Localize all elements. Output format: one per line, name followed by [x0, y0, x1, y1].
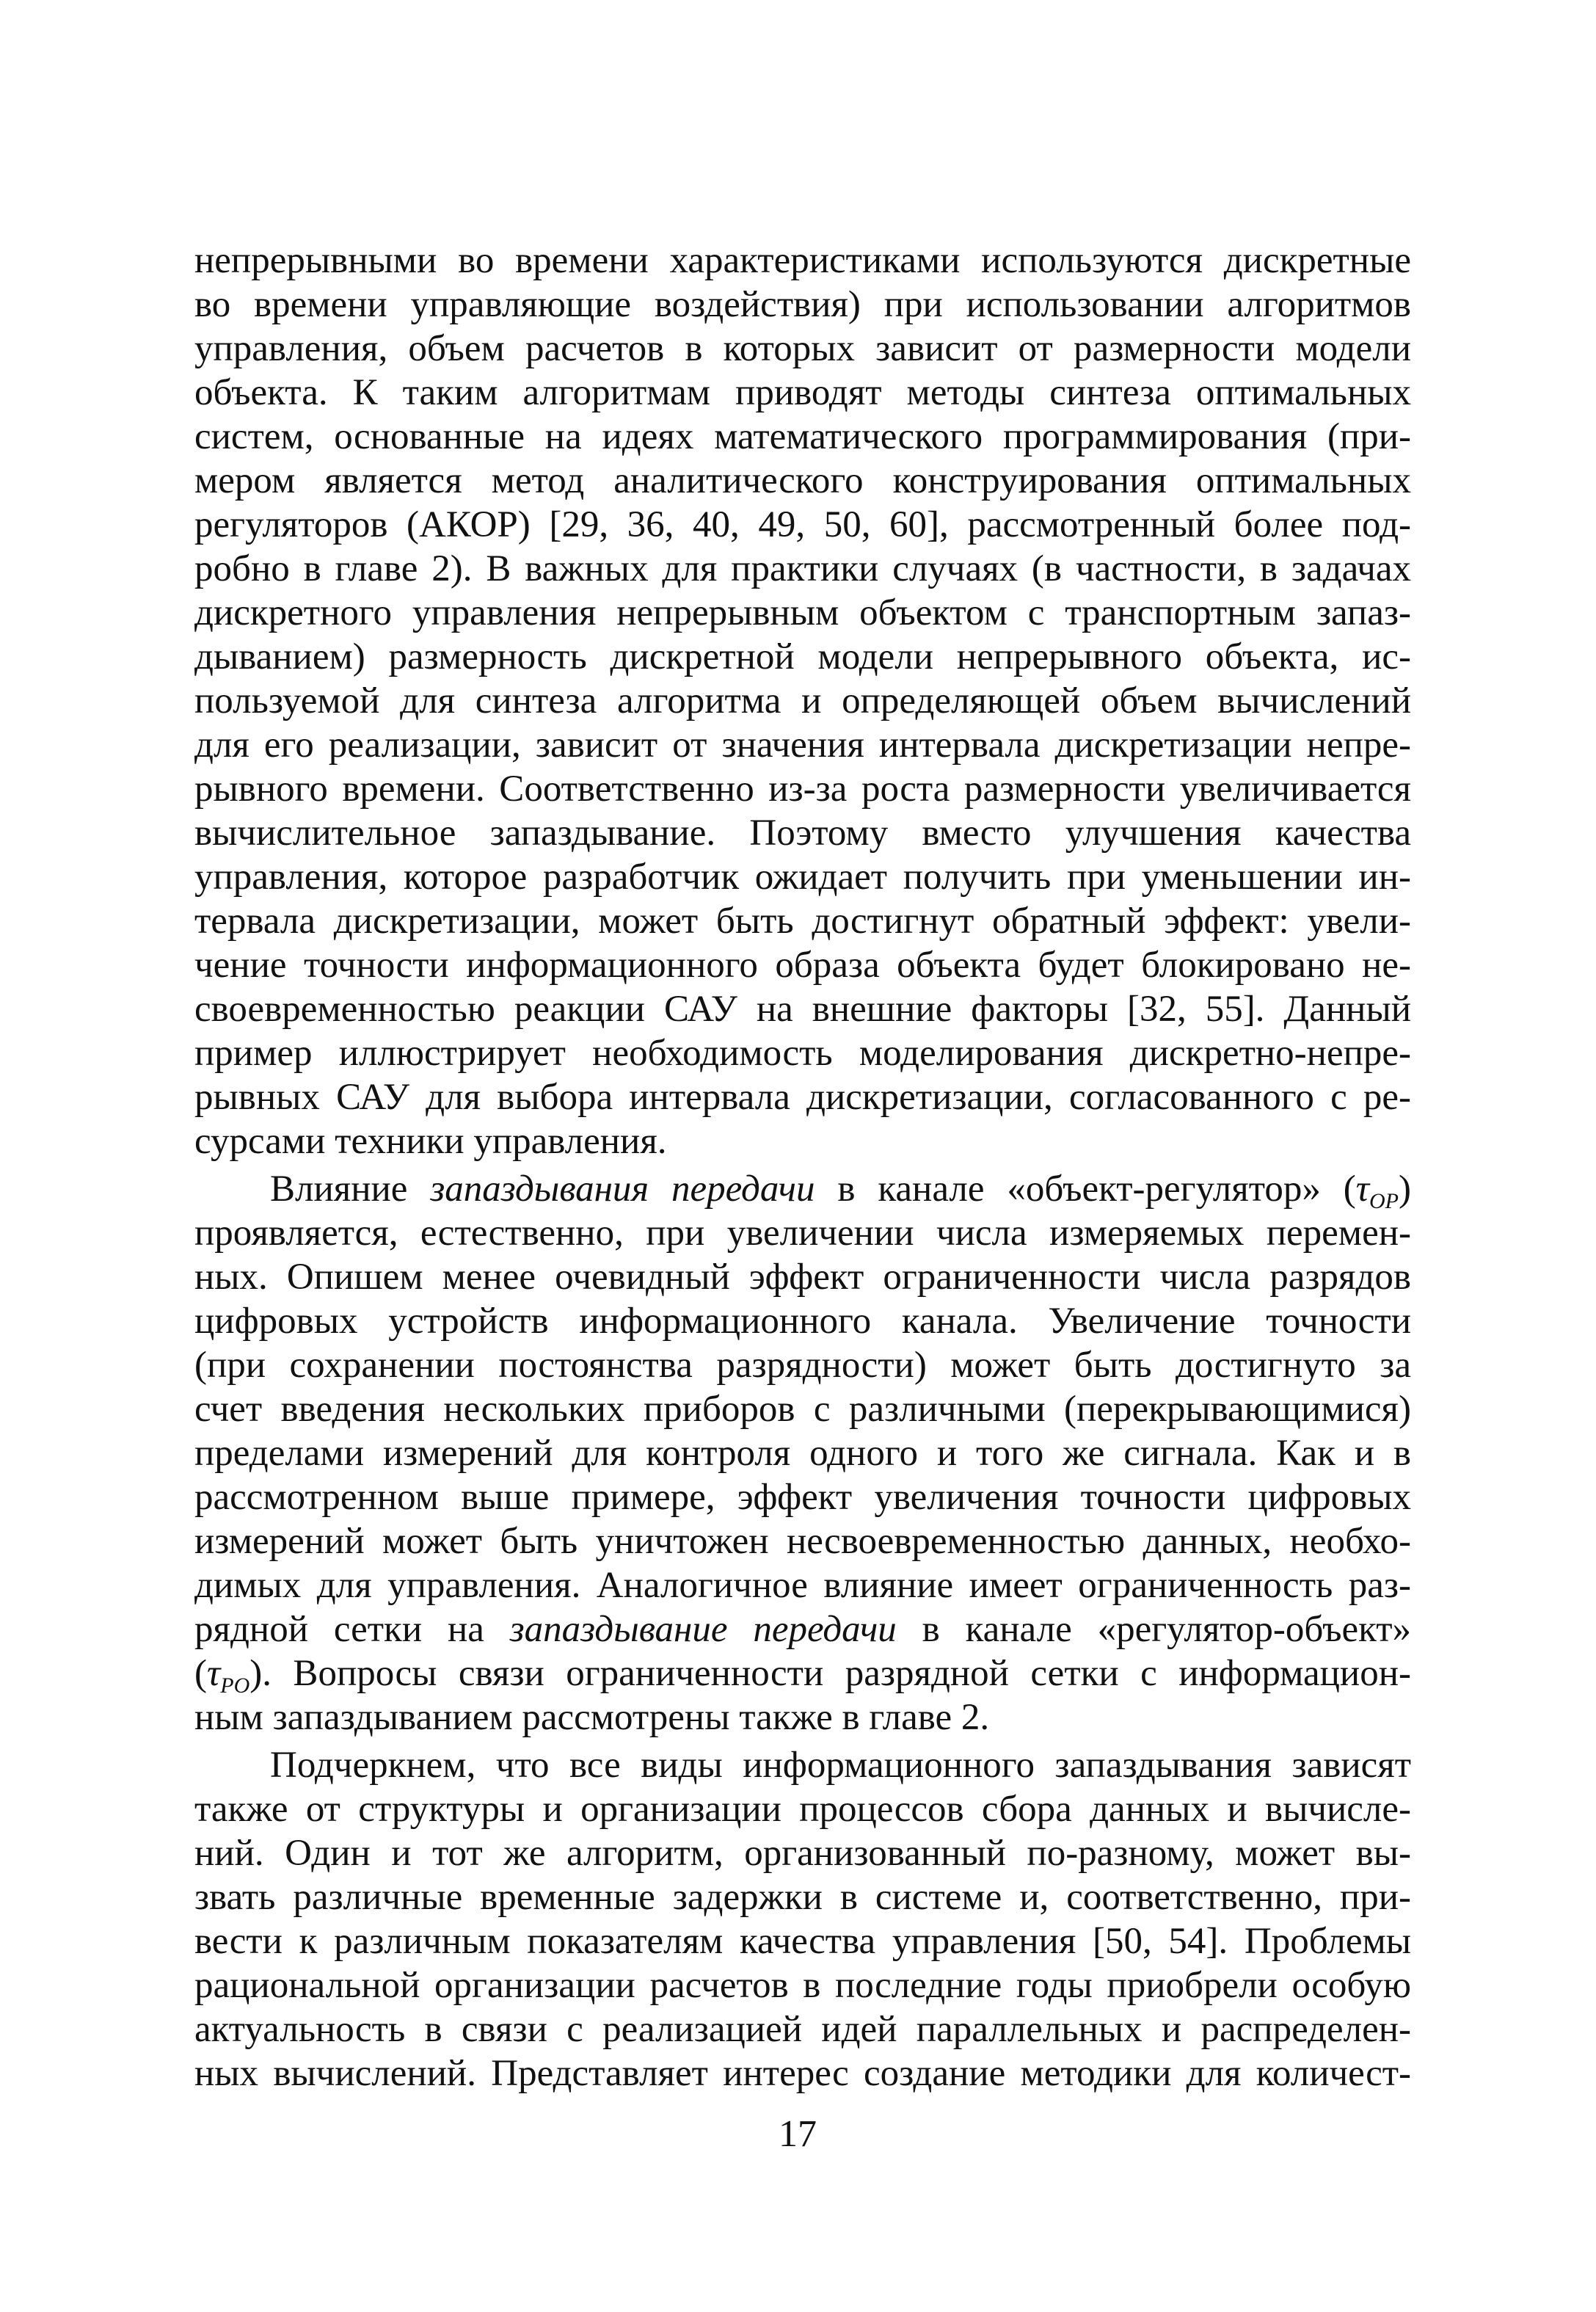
emphasis: запаздывания передачи	[430, 1168, 815, 1210]
subscript: PO	[220, 1673, 250, 1698]
text-line: вести к различным показателям качества управления [50, 54]. Проблемы	[194, 1921, 1411, 1962]
text-line: рывных САУ для выбора интервала дискретизации, согласованного с ре-	[194, 1077, 1411, 1118]
text-line: робно в главе 2). В важных для практики случаях (в частности, в задачах	[194, 548, 1411, 589]
text-line: объекта. К таким алгоритмам приводят методы синтеза оптимальных	[194, 372, 1411, 413]
text-line: Подчеркнем, что все виды информационного запаздывания зависят	[270, 1745, 1411, 1786]
text-line: дыванием) размерность дискретной модели непрерывного объекта, ис-	[194, 636, 1411, 677]
page-number: 17	[779, 2113, 817, 2155]
text-line: вычислительное запаздывание. Поэтому вместо улучшения качества	[194, 813, 1411, 854]
text-line: управления, которое разработчик ожидает получить при уменьшении ин-	[194, 857, 1411, 898]
tau-symbol: τ	[206, 1653, 221, 1694]
text-line: своевременностью реакции САУ на внешние факторы [32, 55]. Данный	[194, 989, 1411, 1030]
text-line: рациональной организации расчетов в последние годы приобрели особую	[194, 1965, 1411, 2006]
text-line: управления, объем расчетов в которых зависит от размерности модели	[194, 328, 1411, 369]
text-line: рядной сетки на запаздывание передачи в канале «регулятор-объект»	[194, 1609, 1411, 1650]
text-line: измерений может быть уничтожен несвоевременностью данных, необхо-	[194, 1521, 1411, 1562]
text-line: рассмотренном выше примере, эффект увеличения точности цифровых	[194, 1477, 1411, 1518]
text-line: ным запаздыванием рассмотрены также в главе 2.	[194, 1697, 990, 1738]
text-line: сурсами техники управления.	[194, 1121, 667, 1162]
text-line: проявляется, естественно, при увеличении числа измеряемых перемен-	[194, 1213, 1411, 1254]
subscript: OP	[1369, 1189, 1399, 1213]
text-line: регуляторов (АКОР) [29, 36, 40, 49, 50, 60], рассмотренный более под-	[194, 504, 1411, 545]
text-line: дискретного управления непрерывным объектом с транспортным запаз-	[194, 592, 1411, 633]
text-line: ных вычислений. Представляет интерес создание методики для количест-	[194, 2053, 1411, 2094]
text-line: пределами измерений для контроля одного и того же сигнала. Как и в	[194, 1433, 1411, 1474]
text-line: $(\tau_{PO})$. Вопросы связи ограниченности разрядной сетки с информацион-	[194, 1653, 1411, 1698]
text-line: мером является метод аналитического конструирования оптимальных	[194, 460, 1411, 501]
text-line: ний. Один и тот же алгоритм, организованный по-разному, может вы-	[194, 1833, 1411, 1874]
text-line: непрерывными во времени характеристиками используются дискретные	[194, 240, 1411, 281]
text-line: во времени управляющие воздействия) при использовании алгоритмов	[194, 284, 1411, 325]
text-line: пример иллюстрирует необходимость моделирования дискретно-непре-	[194, 1033, 1411, 1074]
text-line: также от структуры и организации процессов сбора данных и вычисле-	[194, 1789, 1411, 1830]
emphasis: запаздывание передачи	[509, 1609, 897, 1650]
text-line: тервала дискретизации, может быть достигнут обратный эффект: увели-	[194, 901, 1411, 942]
text-line: чение точности информационного образа объекта будет блокировано не-	[194, 945, 1411, 986]
tau-symbol: τ	[1355, 1168, 1370, 1210]
text-line: пользуемой для синтеза алгоритма и определяющей объем вычислений	[194, 680, 1411, 721]
text-line: звать различные временные задержки в системе и, соответственно, при-	[194, 1877, 1411, 1918]
text-line: цифровых устройств информационного канала. Увеличение точности	[194, 1301, 1411, 1342]
text-line: актуальность в связи с реализацией идей параллельных и распределен-	[194, 2009, 1411, 2050]
text-line: (при сохранении постоянства разрядности) может быть достигнуто за	[194, 1345, 1411, 1386]
text-line: димых для управления. Аналогичное влияние имеет ограниченность раз-	[194, 1565, 1411, 1606]
text-line: ных. Опишем менее очевидный эффект ограниченности числа разрядов	[194, 1257, 1411, 1298]
text-line: Влияние запаздывания передачи в канале «объект-регулятор» $(\tau_{OP})$	[270, 1168, 1411, 1213]
text-line: для его реализации, зависит от значения интервала дискретизации непре-	[194, 724, 1411, 766]
text-line: систем, основанные на идеях математического программирования (при-	[194, 416, 1411, 457]
text-line: счет введения нескольких приборов с различными (перекрывающимися)	[194, 1389, 1411, 1430]
text-line: рывного времени. Соответственно из-за роста размерности увеличивается	[194, 768, 1411, 810]
